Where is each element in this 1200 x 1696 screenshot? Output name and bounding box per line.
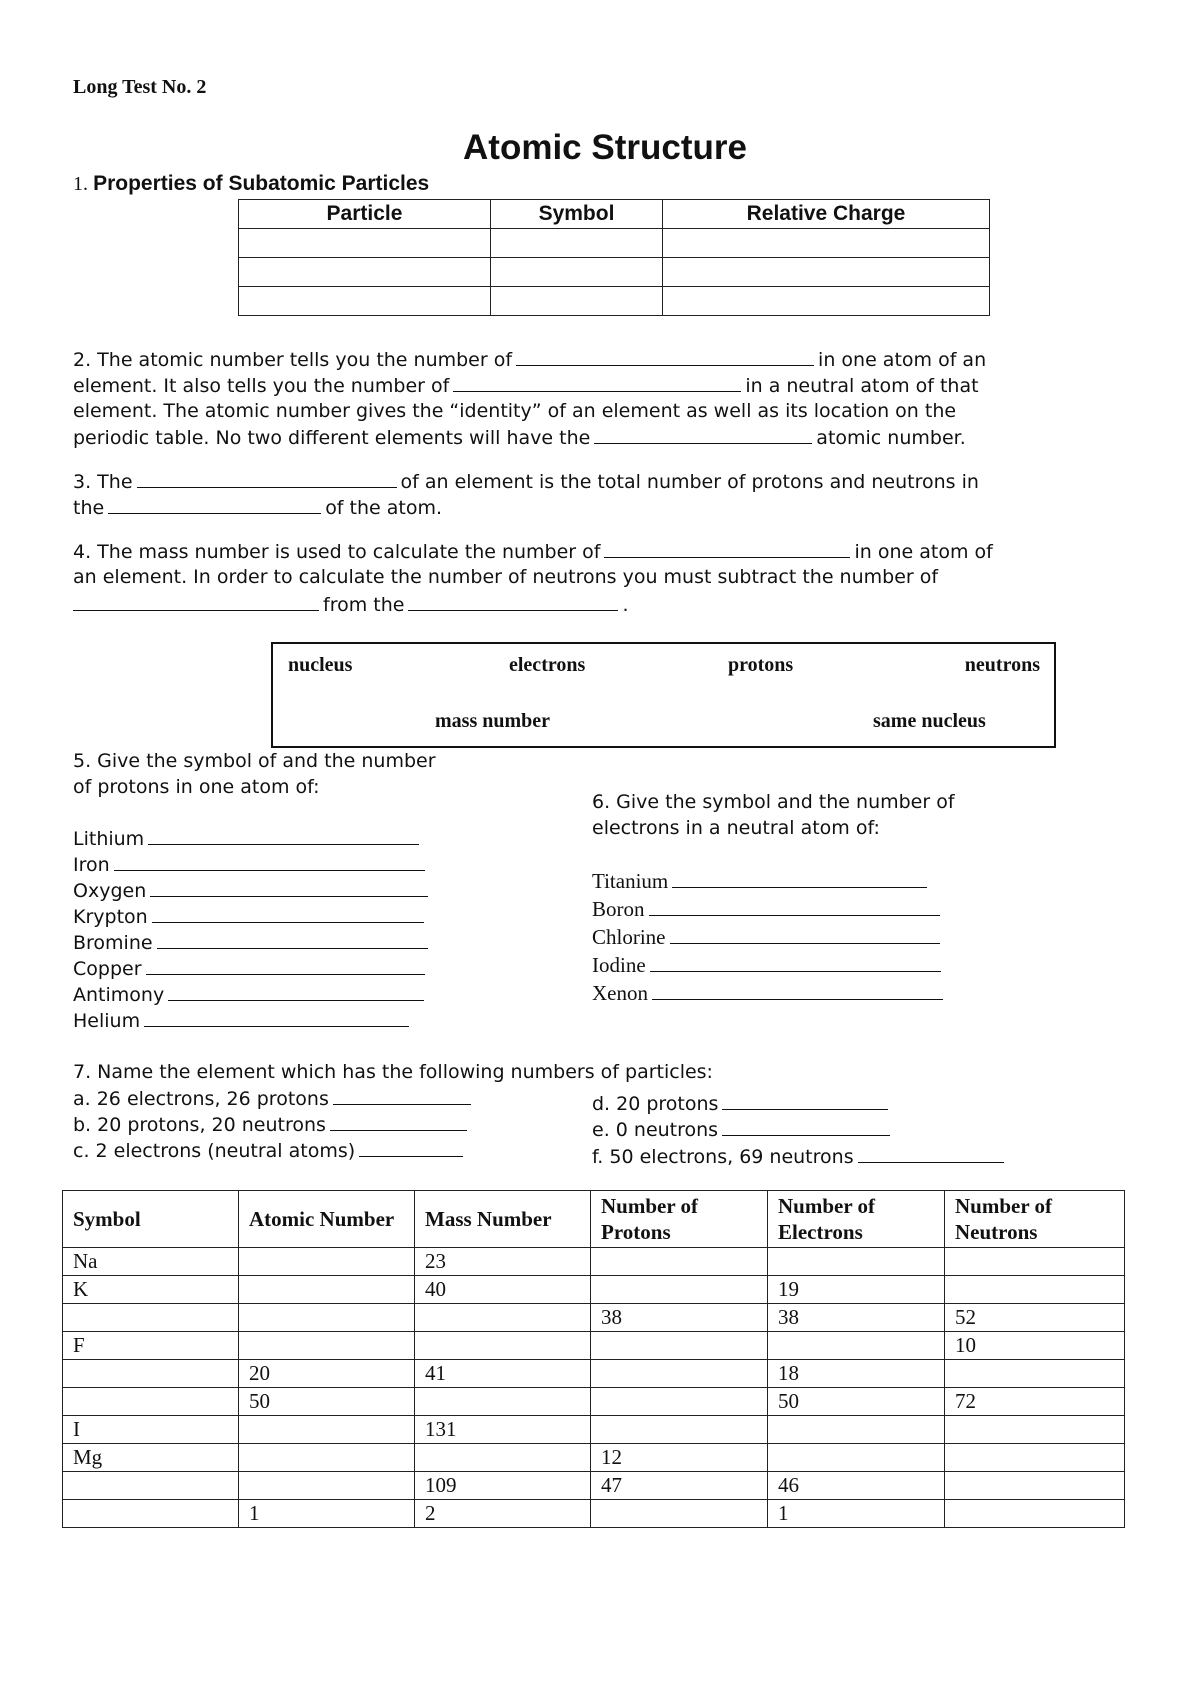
text: 3. The	[73, 471, 133, 493]
table-cell: 52	[945, 1304, 1125, 1332]
cell[interactable]	[663, 258, 990, 287]
table-cell[interactable]	[415, 1332, 591, 1360]
table-cell: 50	[768, 1388, 945, 1416]
cell[interactable]	[663, 287, 990, 316]
text: c. 2 electrons (neutral atoms)	[73, 1140, 356, 1162]
q1-title: Properties of Subatomic Particles	[93, 172, 430, 195]
table-cell: 20	[239, 1360, 415, 1388]
cell[interactable]	[491, 287, 663, 316]
column-header: Number of Protons	[591, 1191, 768, 1248]
table-row	[63, 1500, 1125, 1528]
q7-d	[592, 1091, 892, 1116]
table-cell[interactable]	[591, 1388, 768, 1416]
table-cell[interactable]	[945, 1472, 1125, 1500]
q5-item	[73, 1008, 413, 1033]
text: in one atom of	[854, 541, 993, 563]
table-cell[interactable]	[415, 1444, 591, 1472]
table-cell: 131	[415, 1416, 591, 1444]
table-cell[interactable]	[239, 1416, 415, 1444]
particles-table	[238, 199, 990, 316]
q5-item	[73, 852, 429, 877]
table-cell: 109	[415, 1472, 591, 1500]
element-name: Oxygen	[73, 880, 147, 902]
q7-f	[592, 1144, 1008, 1169]
table-cell[interactable]	[945, 1276, 1125, 1304]
word-mass-number: mass number	[435, 710, 551, 732]
text: periodic table. No two different elements will have the	[73, 427, 591, 449]
table-cell[interactable]	[415, 1304, 591, 1332]
table-cell: 38	[591, 1304, 768, 1332]
word-bank	[271, 642, 1056, 748]
table-cell: 50	[239, 1388, 415, 1416]
table-cell[interactable]	[239, 1472, 415, 1500]
q1-number: 1.	[73, 173, 88, 195]
text: e. 0 neutrons	[592, 1119, 719, 1141]
table-cell[interactable]	[591, 1276, 768, 1304]
table-row	[63, 1472, 1125, 1500]
text: of the atom.	[325, 497, 443, 519]
answer-blank[interactable]	[148, 826, 419, 845]
answer-blank[interactable]	[408, 592, 618, 611]
q4-line1	[73, 539, 993, 564]
q5-line1: 5. Give the symbol of and the number	[73, 750, 436, 772]
table-cell: Na	[63, 1248, 239, 1276]
answer-blank[interactable]	[144, 1008, 409, 1027]
answer-blank[interactable]	[453, 373, 741, 392]
table-cell[interactable]	[768, 1332, 945, 1360]
answer-blank[interactable]	[137, 469, 397, 488]
answer-blank[interactable]	[604, 539, 850, 558]
q6-item	[592, 897, 944, 921]
text: a. 26 electrons, 26 protons	[73, 1088, 329, 1110]
table-cell: 18	[768, 1360, 945, 1388]
q7-a	[73, 1086, 475, 1111]
cell[interactable]	[239, 229, 491, 258]
answer-blank[interactable]	[114, 852, 425, 871]
answer-blank[interactable]	[722, 1117, 890, 1136]
table-cell[interactable]	[63, 1360, 239, 1388]
answer-blank[interactable]	[168, 982, 424, 1001]
text: f. 50 electrons, 69 neutrons	[592, 1146, 854, 1168]
table-row	[239, 287, 990, 316]
table-row	[63, 1416, 1125, 1444]
q6-item	[592, 925, 944, 949]
q6-item	[592, 869, 931, 893]
q7-b	[73, 1112, 471, 1137]
table-cell: 40	[415, 1276, 591, 1304]
answer-blank[interactable]	[73, 592, 319, 611]
q2-line1	[73, 347, 986, 372]
table-cell: 41	[415, 1360, 591, 1388]
table-cell[interactable]	[239, 1276, 415, 1304]
table-cell[interactable]	[591, 1360, 768, 1388]
element-name: Xenon	[592, 981, 648, 1005]
answer-blank[interactable]	[152, 904, 424, 923]
table-cell[interactable]	[239, 1304, 415, 1332]
table-cell[interactable]	[63, 1388, 239, 1416]
q4-line2: an element. In order to calculate the number of neutrons you must subtract the number of	[73, 566, 939, 588]
table-row	[239, 258, 990, 287]
table-cell[interactable]	[945, 1248, 1125, 1276]
answer-blank[interactable]	[652, 981, 943, 1000]
text: in one atom of an	[818, 349, 987, 371]
table-cell: 1	[768, 1500, 945, 1528]
column-header: Atomic Number	[239, 1191, 415, 1248]
table-cell[interactable]	[945, 1360, 1125, 1388]
q2-line4	[73, 425, 966, 450]
table-cell[interactable]	[768, 1444, 945, 1472]
cell[interactable]	[239, 287, 491, 316]
q3-line1	[73, 469, 979, 494]
table-cell: 46	[768, 1472, 945, 1500]
q7-e	[592, 1117, 894, 1142]
element-name: Antimony	[73, 984, 165, 1006]
answer-blank[interactable]	[108, 495, 321, 514]
table-cell: 10	[945, 1332, 1125, 1360]
col-relative-charge: Relative Charge	[663, 200, 990, 229]
q5-item	[73, 904, 428, 929]
table-cell: 38	[768, 1304, 945, 1332]
text: from the	[323, 594, 405, 616]
answer-blank[interactable]	[722, 1091, 888, 1110]
answer-blank[interactable]	[649, 897, 940, 916]
answer-blank[interactable]	[146, 956, 425, 975]
table-cell: 47	[591, 1472, 768, 1500]
q2-line2	[73, 373, 979, 398]
table-cell[interactable]	[945, 1500, 1125, 1528]
text: atomic number.	[816, 427, 966, 449]
table-row	[63, 1276, 1125, 1304]
table-cell: K	[63, 1276, 239, 1304]
q5-item	[73, 826, 423, 851]
column-header: Number of Neutrons	[945, 1191, 1125, 1248]
table-cell: 2	[415, 1500, 591, 1528]
table-cell[interactable]	[239, 1444, 415, 1472]
cell[interactable]	[491, 258, 663, 287]
table-header-row	[63, 1191, 1125, 1248]
q3-line2	[73, 495, 442, 520]
table-row	[63, 1332, 1125, 1360]
q5-item	[73, 956, 429, 981]
text: 2. The atomic number tells you the number of	[73, 349, 513, 371]
answer-blank[interactable]	[150, 878, 428, 897]
table-cell[interactable]	[63, 1304, 239, 1332]
text: the	[73, 497, 105, 519]
table-cell[interactable]	[63, 1500, 239, 1528]
cell[interactable]	[239, 258, 491, 287]
q5-line2: of protons in one atom of:	[73, 776, 320, 798]
answer-blank[interactable]	[858, 1144, 1004, 1163]
table-cell[interactable]	[591, 1500, 768, 1528]
table-cell[interactable]	[415, 1388, 591, 1416]
table-cell[interactable]	[768, 1248, 945, 1276]
word-protons: protons	[728, 654, 794, 676]
table-cell: Mg	[63, 1444, 239, 1472]
text: d. 20 protons	[592, 1093, 719, 1115]
q6-item	[592, 953, 945, 977]
element-name: Iron	[73, 854, 110, 876]
table-row	[63, 1388, 1125, 1416]
test-label: Long Test No. 2	[73, 76, 207, 98]
q6-line2: electrons in a neutral atom of:	[592, 817, 880, 839]
table-cell[interactable]	[63, 1472, 239, 1500]
q5-item	[73, 878, 432, 903]
table-cell: 72	[945, 1388, 1125, 1416]
table-cell: 19	[768, 1276, 945, 1304]
table-row	[63, 1248, 1125, 1276]
word-neutrons: neutrons	[964, 654, 1040, 676]
column-header: Symbol	[63, 1191, 239, 1248]
table-cell: F	[63, 1332, 239, 1360]
element-name: Titanium	[592, 869, 669, 893]
table-cell[interactable]	[239, 1248, 415, 1276]
answer-blank[interactable]	[359, 1138, 463, 1157]
table-cell[interactable]	[768, 1416, 945, 1444]
table-row	[239, 229, 990, 258]
word-same-nucleus: same nucleus	[873, 710, 986, 732]
table-cell[interactable]	[945, 1416, 1125, 1444]
word-electrons: electrons	[509, 654, 586, 676]
element-name: Krypton	[73, 906, 148, 928]
column-header: Mass Number	[415, 1191, 591, 1248]
table-row	[63, 1360, 1125, 1388]
col-symbol: Symbol	[491, 200, 663, 229]
page-title: Atomic Structure	[463, 128, 747, 167]
column-header: Number of Electrons	[768, 1191, 945, 1248]
text: element. It also tells you the number of	[73, 375, 450, 397]
q6-line1: 6. Give the symbol and the number of	[592, 791, 955, 813]
text: b. 20 protons, 20 neutrons	[73, 1114, 326, 1136]
col-particle: Particle	[239, 200, 491, 229]
element-name: Boron	[592, 897, 645, 921]
element-name: Copper	[73, 958, 142, 980]
element-name: Iodine	[592, 953, 646, 977]
answer-blank[interactable]	[333, 1086, 471, 1105]
q2-line3: element. The atomic number gives the “identity” of an element as well as its location on the	[73, 400, 957, 422]
answer-blank[interactable]	[650, 953, 941, 972]
element-name: Lithium	[73, 828, 145, 850]
q5-item	[73, 982, 428, 1007]
word-nucleus: nucleus	[288, 654, 353, 676]
answer-blank[interactable]	[330, 1112, 467, 1131]
q4-line3	[69, 592, 628, 617]
table-cell[interactable]	[591, 1248, 768, 1276]
element-name: Bromine	[73, 932, 153, 954]
answer-blank[interactable]	[157, 930, 428, 949]
cell[interactable]	[491, 229, 663, 258]
text: of an element is the total number of protons and neutrons in	[400, 471, 979, 493]
table-row	[63, 1444, 1125, 1472]
element-particles-table	[62, 1190, 1125, 1528]
table-cell[interactable]	[591, 1332, 768, 1360]
table-cell[interactable]	[945, 1444, 1125, 1472]
table-cell[interactable]	[239, 1332, 415, 1360]
text: 4. The mass number is used to calculate the number of	[73, 541, 601, 563]
cell[interactable]	[663, 229, 990, 258]
answer-blank[interactable]	[594, 425, 812, 444]
text: .	[622, 594, 629, 616]
table-cell: 12	[591, 1444, 768, 1472]
text: in a neutral atom of that	[745, 375, 979, 397]
q7-c	[73, 1138, 467, 1163]
answer-blank[interactable]	[670, 925, 940, 944]
answer-blank[interactable]	[672, 869, 927, 888]
answer-blank[interactable]	[516, 347, 814, 366]
q6-item	[592, 981, 947, 1005]
table-cell: 23	[415, 1248, 591, 1276]
q5-item	[73, 930, 432, 955]
table-cell[interactable]	[591, 1416, 768, 1444]
table-row	[63, 1304, 1125, 1332]
table-cell: I	[63, 1416, 239, 1444]
element-name: Helium	[73, 1010, 141, 1032]
table-cell: 1	[239, 1500, 415, 1528]
q7-prompt: 7. Name the element which has the following numbers of particles:	[73, 1061, 713, 1083]
q1-heading	[73, 172, 429, 196]
element-name: Chlorine	[592, 925, 666, 949]
